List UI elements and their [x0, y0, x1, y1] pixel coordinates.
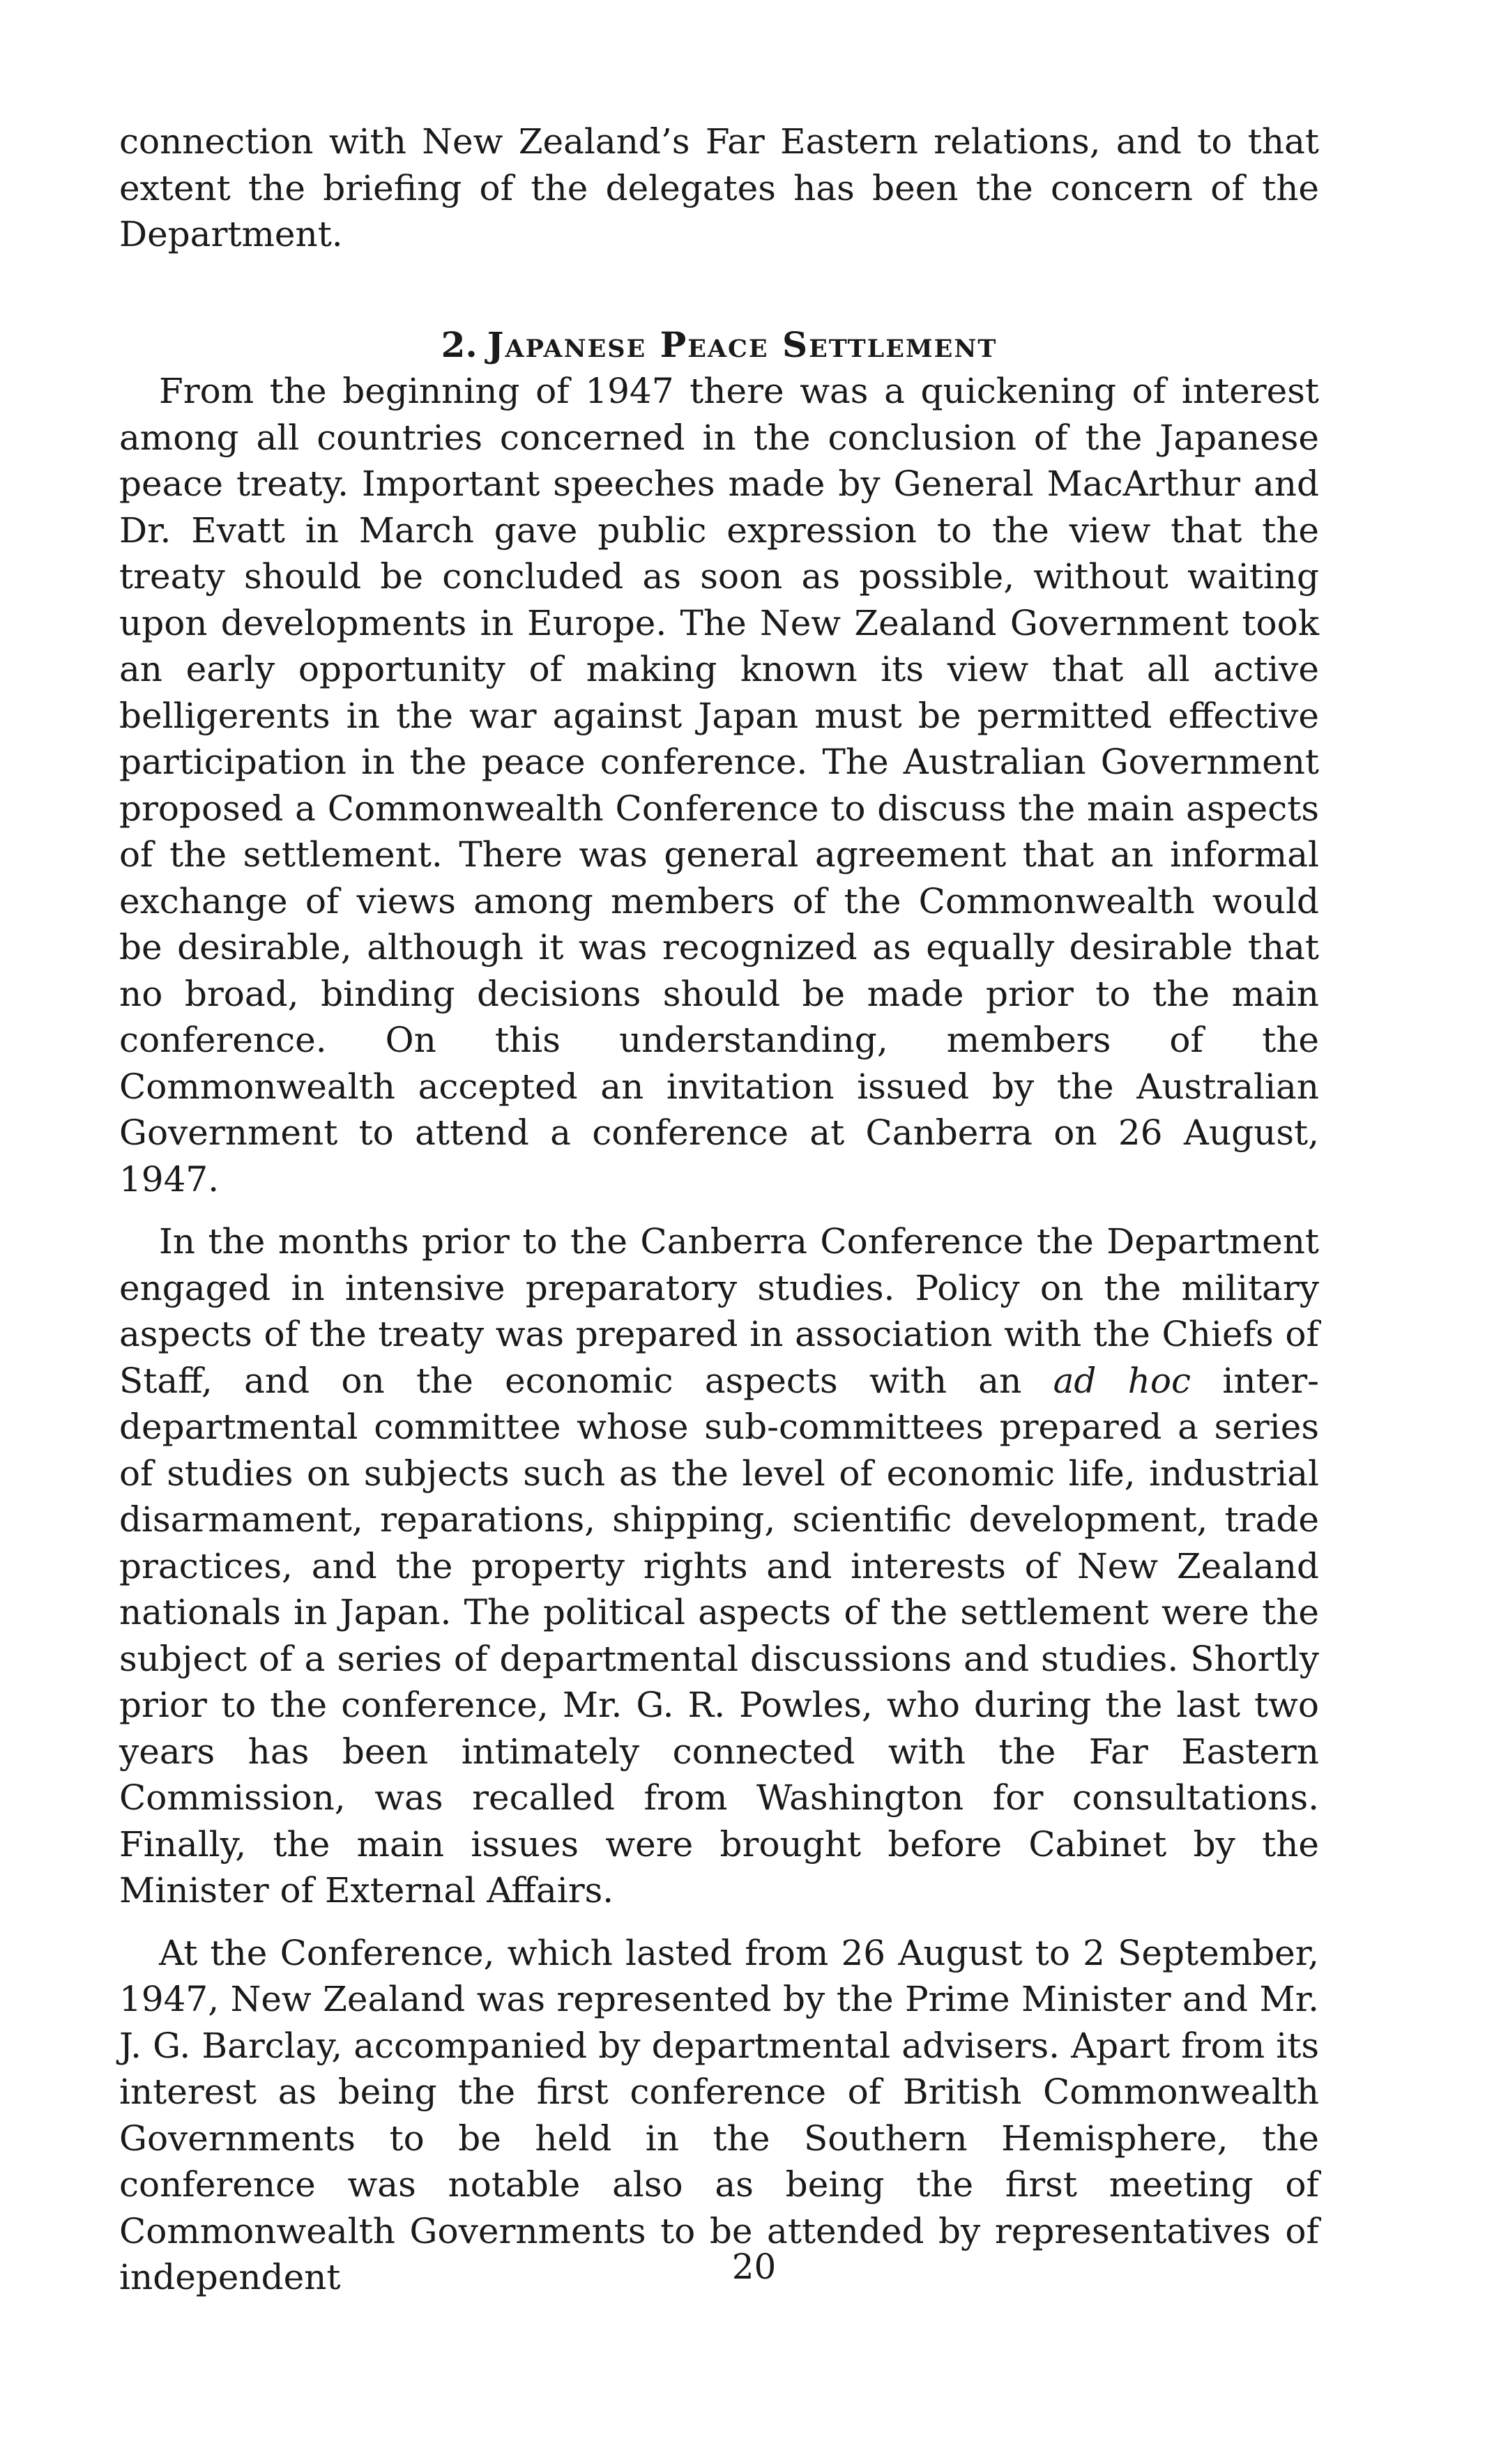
section-title: Japanese Peace Settlement: [487, 323, 998, 365]
paragraph-1-text: From the beginning of 1947 there was a quickening of interest among all countries concerned in the conclusion of the Japanese peace treaty. Important speeches made by General MacArthur and Dr. Evatt in March gave public expression to the view that the treaty should be concluded as soon as possible, without waiting upon developments in Europe. The New Zealand Government took an early opportunity of making known its view that all active belligerents in the war against Japan must be permitted effective participation in the peace conference. The Australian Government proposed a Commonwealth Conference to discuss the main aspects of the settlement. There was general agreement that an informal exchange of views among members of the Commonwealth would be desirable, although it was recognized as equally desirable that no broad, binding decisions should be made prior to the main conference. On this understanding, members of the Commonwealth accepted an invitation issued by the Australian Government to attend a conference at Canberra on 26 August, 1947.: [119, 371, 1319, 1200]
page-body: [119, 118, 1319, 2301]
ad-hoc-italic: ad hoc: [1053, 1360, 1191, 1401]
paragraph-2: [119, 1218, 1319, 1914]
section-number: 2.: [441, 323, 478, 365]
paragraph-2-text-start: In the months prior to the Canberra Conference the Department engaged in intensive preparatory studies. Policy on the military aspects of the treaty was prepared in association with the Chiefs of Staff, and on the economic aspects with an: [119, 1221, 1319, 1401]
page-number: 20: [731, 2247, 777, 2287]
section-heading: [119, 322, 1319, 369]
paragraph-2-text-end: inter-departmental committee whose sub-committees prepared a series of studies on subjects such as the level of economic life, industrial disarmament, reparations, shipping, scientific development, trade practices, and the property rights and interests of New Zealand nationals in Japan. The political aspects of the settlement were the subject of a series of departmental discussions and studies. Shortly prior to the conference, Mr. G. R. Powles, who during the last two years has been intimately connected with the Far Eastern Commission, was recalled from Washington for consultations. Finally, the main issues were brought before Cabinet by the Minister of External Affairs.: [119, 1360, 1319, 1911]
paragraph-3: [119, 1930, 1319, 2301]
paragraph-1: [119, 368, 1319, 1202]
opening-paragraph: connection with New Zealand’s Far Eastern relations, and to that extent the briefing of the delegates has been the concern of the Department.: [119, 121, 1319, 254]
paragraph-3-text: At the Conference, which lasted from 26 August to 2 September, 1947, New Zealand was represented by the Prime Minister and Mr. J. G. Barclay, accompanied by departmental advisers. Apart from its interest as being the first conference of British Commonwealth Governments to be held in the Southern Hemisphere, the conference was notable also as being the first meeting of Commonwealth Governments to be attended by representatives of independent: [119, 1932, 1319, 2297]
